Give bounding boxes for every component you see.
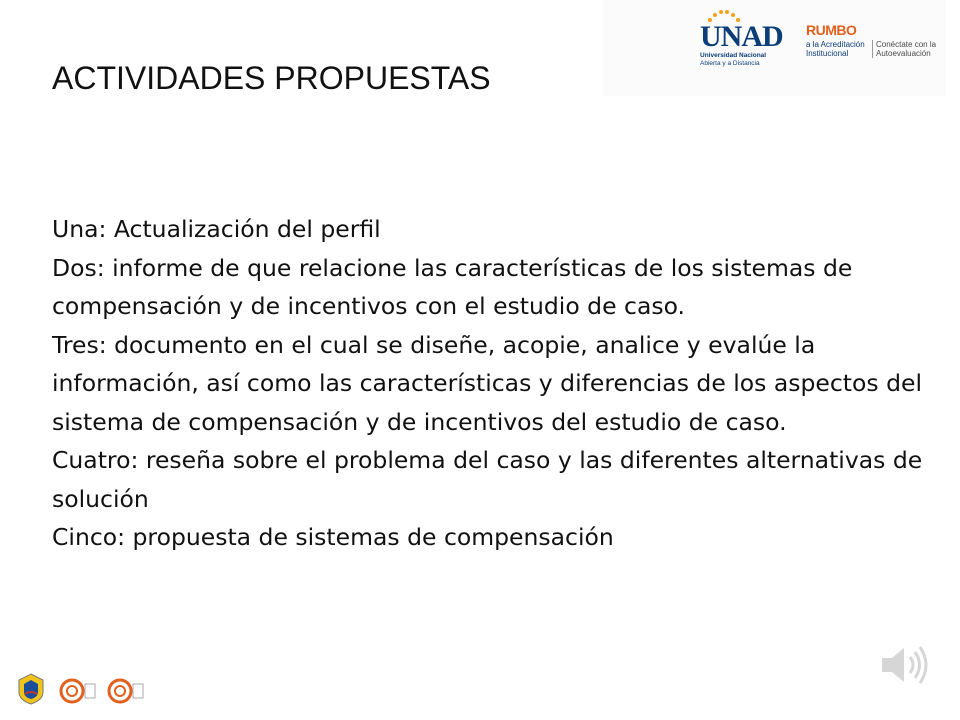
unad-subtitle	[700, 52, 766, 68]
activity-item: Dos: informe de que relacione las características de los sistemas de compensación y de incentivos con el estudio de caso.	[52, 253, 853, 320]
speaker-icon[interactable]	[874, 640, 934, 690]
colombia-seal-icon	[16, 672, 46, 706]
rumbo-tag2: Autoevaluación	[876, 49, 931, 58]
footer-logos	[16, 672, 156, 712]
activity-item: Cuatro: reseña sobre el problema del caso y las diferentes alternativas de solución	[52, 446, 923, 513]
activity-item: Cinco: propuesta de sistemas de compensación	[52, 523, 614, 551]
rumbo-tag1: Conéctate con la	[876, 40, 937, 49]
activity-item: Tres: documento en el cual se diseñe, acopie, analice y evalúe la información, así como las características y diferencias de los aspectos del sistema de compensación y de incentivos del estudio de caso.	[52, 330, 923, 436]
rumbo-subtitle	[806, 40, 865, 58]
activity-item: Una: Actualización del perfil	[52, 215, 381, 243]
unad-wordmark: UNAD	[700, 20, 783, 53]
unad-subtitle-line1: Universidad Nacional	[700, 52, 767, 59]
rumbo-line1: a la Acreditación	[806, 40, 865, 49]
unad-logo	[700, 8, 783, 70]
rumbo-line2: Institucional	[806, 49, 849, 58]
sig-certification-icon	[58, 676, 98, 706]
unad-subtitle-line2: Abierta y a Distancia	[700, 60, 760, 67]
rumbo-logo	[806, 22, 946, 72]
page-title: ACTIVIDADES PROPUESTAS	[52, 60, 491, 96]
activities-list	[52, 210, 932, 557]
sig-certification-icon	[106, 676, 146, 706]
rumbo-wordmark: RUMBO	[806, 22, 857, 38]
rumbo-tagline	[872, 40, 936, 58]
